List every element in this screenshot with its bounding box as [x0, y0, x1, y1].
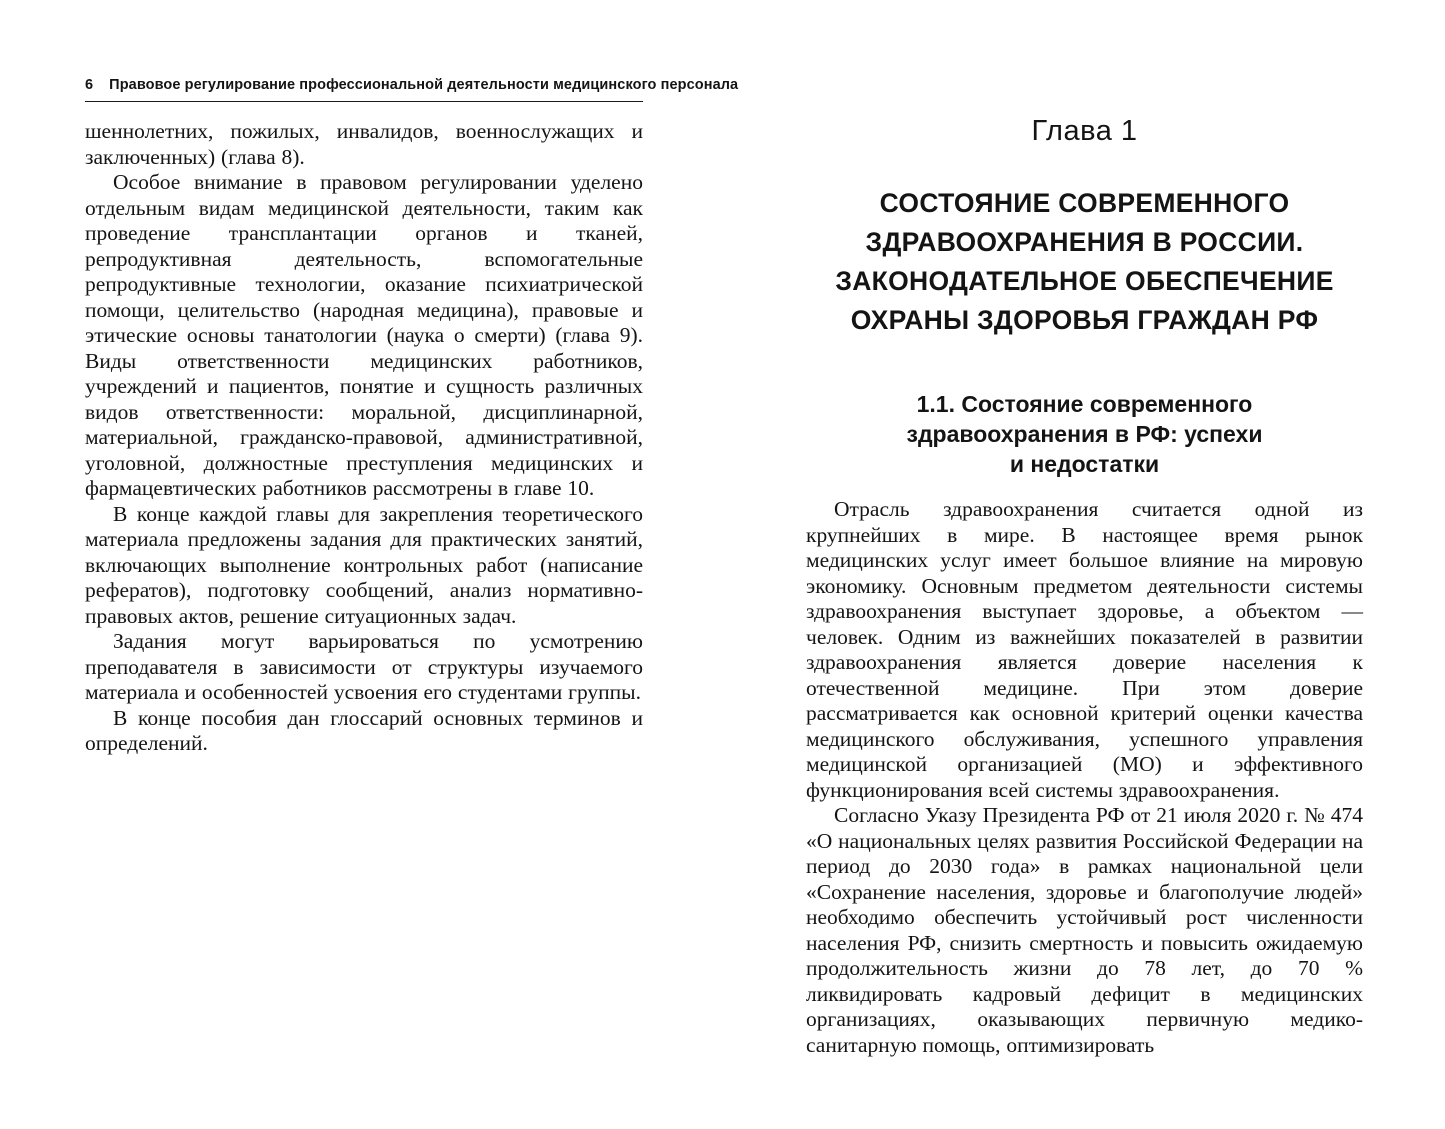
section-title-line: 1.1. Состояние современного: [916, 391, 1253, 417]
running-head: Правовое регулирование профессиональной деятельности медицинского персонала: [109, 77, 739, 93]
paragraph: В конце пособия дан глоссарий основных терминов и определений.: [85, 705, 643, 755]
chapter-title: [806, 184, 1363, 340]
page-number: 6: [85, 77, 94, 93]
section-title: [806, 389, 1363, 479]
section-title-line: здравоохранения в РФ: успехи: [906, 421, 1263, 447]
paragraph: Отрасль здравоохранения считается одной из крупнейших в мире. В настоящее время рынок медицинских услуг имеет большое влияние на мировую экономику. Основным предметом деятельности системы здравоохранения выступает здоровье, а объектом — человек. Одним из важнейших показателей в развитии здравоохранения является доверие населения к отечественной медицине. При этом доверие рассматривается как основной критерий оценки качества медицинского обслуживания, успешного управления медицинской организацией (МО) и эффективного функционирования всей системы здравоохранения.: [806, 497, 1363, 802]
paragraph: Особое внимание в правовом регулировании уделено отдельным видам медицинской деятельности, таким как проведение трансплантации органов и тканей, репродуктивная деятельность, вспомогательные репродуктивные технологии, оказание психиатрической помощи, целительство (народная медицина), правовые и этические основы танатологии (наука о смерти) (глава 9). Виды ответственности медицинских работников, учреждений и пациентов, понятие и сущность различных видов ответственности: моральной, дисциплинарной, материальной, гражданско-правовой, административной, уголовной, должностные преступления медицинских и фармацевтических работников рассмотрены в главе 10.: [85, 170, 643, 500]
chapter-title-line: ОХРАНЫ ЗДОРОВЬЯ ГРАЖДАН РФ: [850, 305, 1319, 335]
page-header: [85, 76, 739, 102]
paragraph: Согласно Указу Президента РФ от 21 июля 2020 г. № 474 «О национальных целях развития Российской Федерации на период до 2030 года» в рамках национальной цели «Сохранение населения, здоровье и благополучие людей» необходимо обеспечить устойчивый рост численности населения РФ, снизить смертность и повысить ожидаемую продолжительность жизни до 78 лет, до 70 % ликвидировать кадровый дефицит в медицинских организациях, оказывающих первичную медико-санитарную помощь, оптимизировать: [806, 803, 1364, 1057]
left-body-text: [85, 119, 643, 757]
chapter-title-line: СОСТОЯНИЕ СОВРЕМЕННОГО: [879, 188, 1290, 218]
chapter-title-line: ЗАКОНОДАТЕЛЬНОЕ ОБЕСПЕЧЕНИЕ: [835, 266, 1334, 296]
chapter-label: Глава 1: [1031, 115, 1138, 147]
section-title-line: и недостатки: [1009, 451, 1160, 477]
chapter-title-line: ЗДРАВООХРАНЕНИЯ В РОССИИ.: [865, 227, 1304, 257]
paragraph: шеннолетних, пожилых, инвалидов, военнослужащих и заключенных) (глава 8).: [85, 119, 643, 169]
right-body-text: [806, 497, 1363, 1058]
paragraph: В конце каждой главы для закрепления теоретического материала предложены задания для практических занятий, включающих выполнение контрольных работ (написание рефератов), подготовку сообщений, анализ нормативно-правовых актов, решение ситуационных задач.: [85, 501, 643, 628]
paragraph: Задания могут варьироваться по усмотрению преподавателя в зависимости от структуры изучаемого материала и особенностей усвоения его студентами группы.: [85, 629, 643, 704]
